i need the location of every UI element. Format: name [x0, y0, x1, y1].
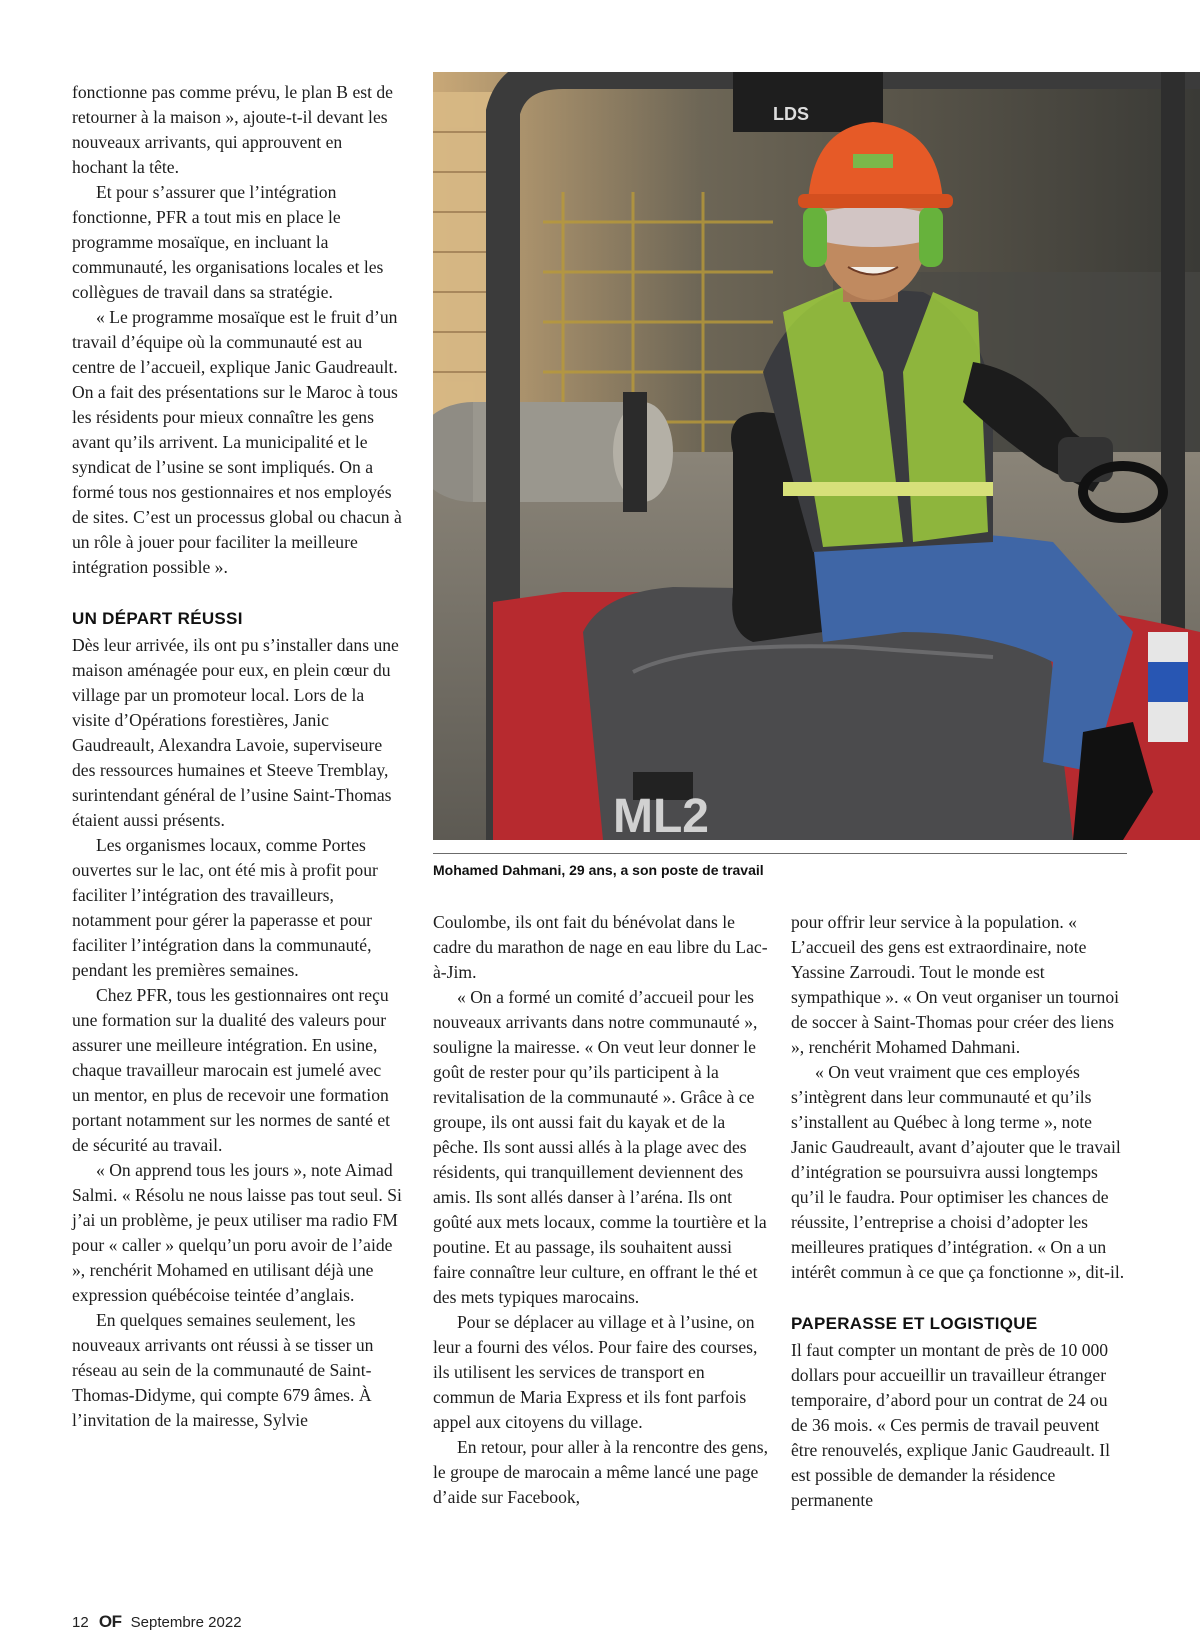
- article-column-1: [72, 80, 402, 1433]
- paragraph: Les organismes locaux, comme Portes ouvertes sur le lac, ont été mis à profit pour faciliter l’intégration des travailleurs, notamment pour gérer la paperasse et pour faciliter l’intégration dans la communauté, pendant les premières semaines.: [72, 835, 378, 980]
- issue-date: Septembre 2022: [130, 1614, 242, 1631]
- paragraph: Chez PFR, tous les gestionnaires ont reçu une formation sur la dualité des valeurs pour assurer une meilleure intégration. En usine, chaque travailleur marocain est jumelé avec un mentor, en plus de recevoir une formation portant notamment sur les normes de santé et de sécurité au travail.: [72, 985, 391, 1155]
- paragraph: Pour se déplacer au village et à l’usine, on leur a fourni des vélos. Pour faire des courses, ils utilisent les services de transport en commun de Maria Express et ils font parfois appel aux citoyens du village.: [433, 1312, 758, 1432]
- paragraph: « Le programme mosaïque est le fruit d’un travail d’équipe où la communauté est au centre de l’accueil, explique Janic Gaudreault. On a fait des présentations sur le Maroc à tous les résidents pour mieux connaître les gens avant qu’ils arrivent. La municipalité et le syndicat de l’usine se sont impliqués. On a formé tous nos gestionnaires et nos employés de sites. C’est un processus global ou chacun à un rôle à jouer pour faciliter la meilleure intégration possible ».: [72, 307, 402, 577]
- section-heading-paperasse: PAPERASSE ET LOGISTIQUE: [791, 1314, 1038, 1333]
- forklift-illustration: [433, 72, 1200, 840]
- paragraph: pour offrir leur service à la population. « L’accueil des gens est extraordinaire, note Yassine Zarroudi. Tout le monde est sympathique ». « On veut organiser un tournoi de soccer à Saint-Thomas pour créer des liens », renchérit Mohamed Dahmani.: [791, 912, 1120, 1057]
- magazine-logo: OF: [98, 1612, 122, 1631]
- paragraph: Il faut compter un montant de près de 10 000 dollars pour accueillir un travailleur étranger temporaire, d’abord pour un contrat de 24 ou de 36 mois. « Ces permis de travail peuvent être renouvelés, explique Janic Gaudreault. Il est possible de demander la résidence permanente: [791, 1340, 1110, 1510]
- article-column-2: [433, 910, 768, 1510]
- article-column-3: [791, 910, 1127, 1513]
- paragraph: Dès leur arrivée, ils ont pu s’installer dans une maison aménagée pour eux, en plein cœur du village par un promoteur local. Lors de la visite d’Opérations forestières, Janic Gaudreault, Alexandra Lavoie, superviseure des ressources humaines et Steeve Tremblay, surintendant général de l’usine Saint-Thomas étaient aussi présents.: [72, 635, 399, 830]
- forklift-brand-label: LDS: [773, 104, 809, 124]
- paragraph: Coulombe, ils ont fait du bénévolat dans le cadre du marathon de nage en eau libre du Lac-à-Jim.: [433, 912, 768, 982]
- paragraph: En quelques semaines seulement, les nouveaux arrivants ont réussi à se tisser un réseau au sein de la communauté de Saint-Thomas-Didyme, qui compte 679 âmes. À l’invitation de la mairesse, Sylvie: [72, 1310, 374, 1430]
- paragraph: En retour, pour aller à la rencontre des gens, le groupe de marocain a même lancé une page d’aide sur Facebook,: [433, 1437, 768, 1507]
- paragraph: « On veut vraiment que ces employés s’intègrent dans leur communauté et qu’ils s’installent au Québec à long terme », note Janic Gaudreault, avant d’ajouter que le travail d’intégration se poursuivra aussi longtemps qu’il le faudra. Pour optimiser les chances de réussite, l’entreprise a choisi d’adopter les meilleures pratiques d’intégration. « On a un intérêt commun à ce que ça fonctionne », dit-il.: [791, 1062, 1125, 1282]
- paragraph: « On a formé un comité d’accueil pour les nouveaux arrivants dans notre communauté », souligne la mairesse. « On veut leur donner le goût de rester pour qu’ils participent à la revitalisation de la communauté ». Grâce à ce groupe, ils ont aussi fait du kayak et de la pêche. Ils sont aussi allés à la plage avec des résidents, qui tranquillement deviennent des amis. Ils sont allés danser à l’aréna. Ils ont goûté aux mets locaux, comme la tourtière et la poutine. Et au passage, ils souhaitent aussi faire connaître leur culture, en offrant le thé et des mets typiques marocains.: [433, 987, 767, 1307]
- paragraph: fonctionne pas comme prévu, le plan B est de retourner à la maison », ajoute-t-il devant les nouveaux arrivants, qui approuvent en hochant la tête.: [72, 82, 393, 177]
- section-heading-depart: UN DÉPART RÉUSSI: [72, 609, 243, 628]
- forklift-model-label: ML2: [613, 790, 709, 840]
- photo-caption: Mohamed Dahmani, 29 ans, a son poste de travail: [433, 862, 764, 878]
- paragraph: « On apprend tous les jours », note Aimad Salmi. « Résolu ne nous laisse pas tout seul. Si j’ai un problème, je peux utiliser ma radio FM pour « caller » quelqu’un poru avoir de l’aide », renchérit Mohamed en utilisant déjà une expression québécoise teintée d’anglais.: [72, 1160, 402, 1305]
- page-footer: [72, 1612, 242, 1632]
- paragraph: Et pour s’assurer que l’intégration fonctionne, PFR a tout mis en place le programme mosaïque, en incluant la communauté, les organisations locales et les collègues de travail dans sa stratégie.: [72, 182, 384, 302]
- page-number: 12: [72, 1614, 89, 1631]
- forklift-photo: [433, 72, 1200, 840]
- caption-divider: [433, 853, 1127, 854]
